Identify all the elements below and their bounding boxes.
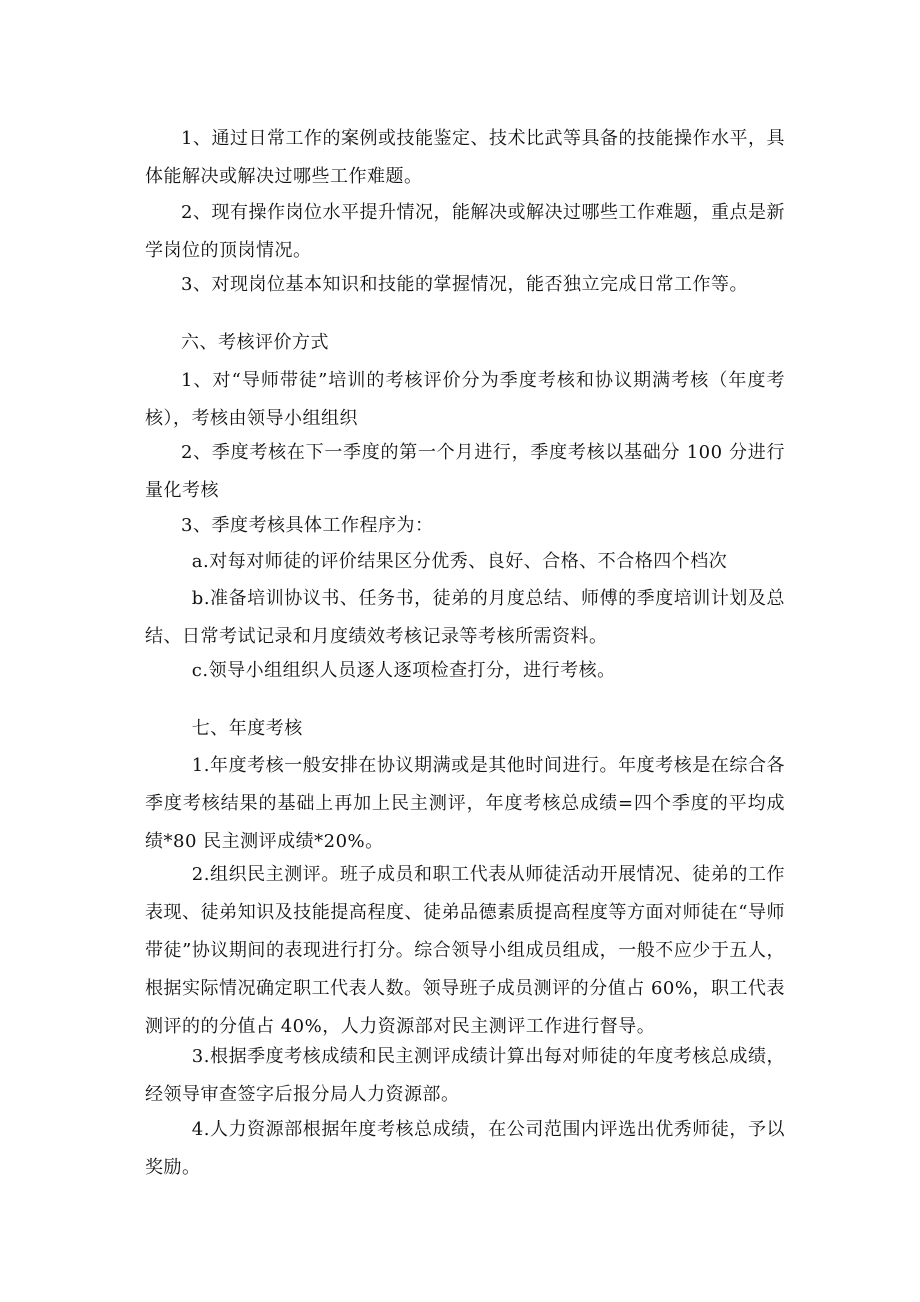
section-seven-item-1: 1.年度考核一般安排在协议期满或是其他时间进行。年度考核是在综合各季度考核结果的基础上再加上民主测评，年度考核总成绩=四个季度的平均成绩*80 民主测评成绩*20%。 [145,755,785,852]
assessment-item-3: 3、对现岗位基本知识和技能的掌握情况，能否独立完成日常工作等。 [181,274,748,295]
section-seven-item-4: 4.人力资源部根据年度考核总成绩，在公司范围内评选出优秀师徒，予以奖励。 [145,1119,785,1178]
assessment-item-2: 2、现有操作岗位水平提升情况，能解决或解决过哪些工作难题，重点是新学岗位的顶岗情况。 [145,202,785,261]
section-six-item-1: 1、对“导师带徒”培训的考核评价分为季度考核和协议期满考核（年度考核），考核由领导小组组织 [145,370,785,429]
section-six-item-2: 2、季度考核在下一季度的第一个月进行，季度考核以基础分 100 分进行量化考核 [145,442,785,501]
assessment-item-1: 1、通过日常工作的案例或技能鉴定、技术比武等具备的技能操作水平，具体能解决或解决过哪些工作难题。 [145,128,785,187]
section-seven-heading: 七、年度考核 [191,718,303,739]
section-seven-item-2: 2.组织民主测评。班子成员和职工代表从师徒活动开展情况、徒弟的工作表现、徒弟知识及技能提高程度、徒弟品德素质提高程度等方面对师徒在“导师带徒”协议期间的表现进行打分。综合领导小组成员组成，一般不应少于五人，根据实际情况确定职工代表人数。领导班子成员测评的分值占 60%，职工代表测评的的分值占 40%，人力资源部对民主测评工作进行督导。 [145,864,785,1037]
section-six-sub-a: a.对每对师徒的评价结果区分优秀、良好、合格、不合格四个档次 [191,551,728,572]
section-six-sub-c: c.领导小组组织人员逐人逐项检查打分，进行考核。 [191,660,616,681]
section-six-heading: 六、考核评价方式 [181,332,329,353]
section-six-item-3: 3、季度考核具体工作程序为： [181,515,434,536]
section-seven-item-3: 3.根据季度考核成绩和民主测评成绩计算出每对师徒的年度考核总成绩，经领导审查签字后报分局人力资源部。 [145,1046,785,1105]
section-six-sub-b: b.准备培训协议书、任务书，徒弟的月度总结、师傅的季度培训计划及总结、日常考试记录和月度绩效考核记录等考核所需资料。 [145,588,785,647]
